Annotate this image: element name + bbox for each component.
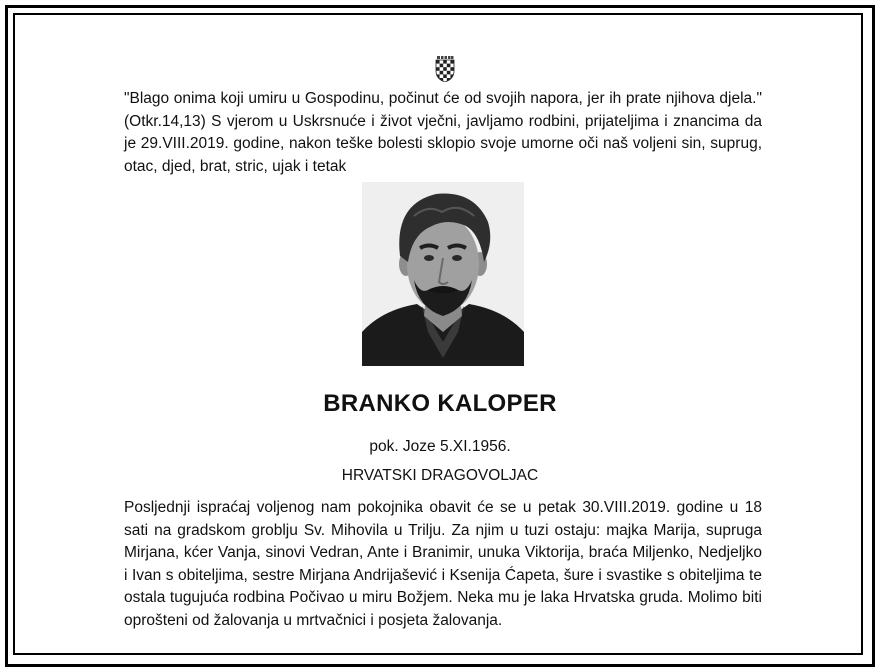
deceased-name: BRANKO KALOPER <box>323 390 557 417</box>
honorific-title: HRVATSKI DRAGOVOLJAC <box>341 467 539 484</box>
croatian-coat-of-arms-icon <box>435 56 455 82</box>
parent-and-birth-date: pok. Joze 5.XI.1956. <box>369 438 511 455</box>
funeral-paragraph: Posljednji ispraćaj voljenog nam pokojnika obavit će se u petak 30.VIII.2019. godine u 18 sati na gradskom groblju Sv. Mihovila u Trilju. Za njim u tuzi ostaju: majka Marija, supruga Mirjana, kćer Vanja, sinovi Vedran, Ante i Branimir, unuka Viktorija, braća Miljenko, Nedjeljko i Ivan s obiteljima, sestre Mirjana Andrijašević i Ksenija Ćapeta, šure i svastike s obiteljima te ostala tugujuća rodbina Počivao u miru Božjem. Neka mu je laka Hrvatska gruda. Molimo biti oprošteni od žalovanja u mrtvačnici i posjeta žalovanja. <box>124 499 762 629</box>
deceased-portrait-photo <box>362 182 524 366</box>
intro-paragraph: "Blago onima koji umiru u Gospodinu, počinut će od svojih napora, jer ih prate njihova djela." (Otkr.14,13) S vjerom u Uskrsnuće i život vječni, javljamo rodbini, prijateljima i znancima da je 29.VIII.2019. godine, nakon teške bolesti sklopio svoje umorne oči naš voljeni sin, suprug, otac, djed, brat, stric, ujak i tetak <box>124 90 762 175</box>
